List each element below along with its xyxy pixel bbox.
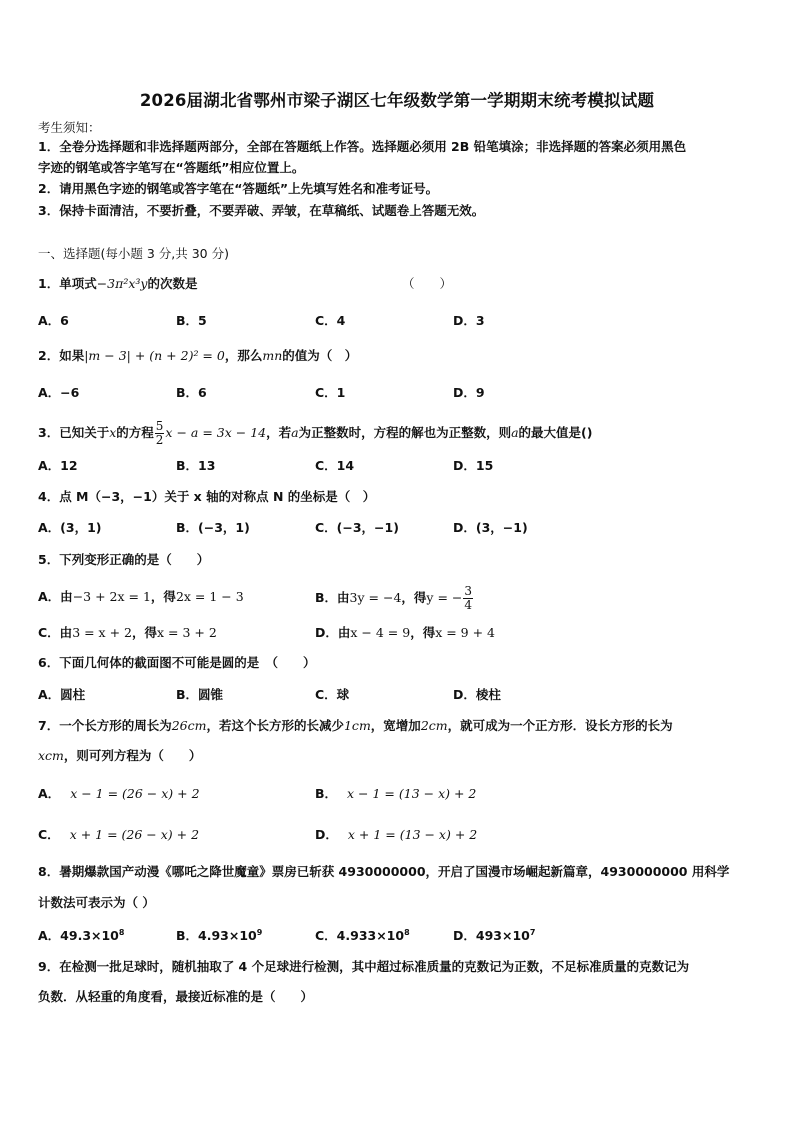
q5-a-expr2: 2x = 1 − 3 bbox=[175, 589, 244, 604]
q5-d-expr1: x − 4 = 9 bbox=[350, 625, 411, 640]
q5-c-prefix: C．由 bbox=[38, 625, 73, 640]
q8-d-text: D．493×10 bbox=[453, 928, 530, 943]
q3-frac-num: 5 bbox=[155, 419, 164, 433]
q1-option-d[interactable]: D．3 bbox=[453, 313, 485, 328]
q7-option-a[interactable] bbox=[38, 786, 200, 802]
q7-text-2: ，若这个长方形的长减少 bbox=[206, 718, 344, 733]
q2-option-d[interactable]: D．9 bbox=[453, 385, 485, 400]
q2-suffix: 的值为（ ） bbox=[282, 348, 358, 363]
q6-option-b[interactable]: B．圆锥 bbox=[176, 687, 224, 702]
q8-d-exponent: 7 bbox=[529, 927, 536, 937]
q1-answer-paren: （ ） bbox=[402, 276, 453, 291]
q1-option-b[interactable]: B．5 bbox=[176, 313, 207, 328]
q8-option-a[interactable] bbox=[38, 928, 124, 944]
q3-expression: x − a = 3x − 14 bbox=[165, 425, 267, 440]
q6-option-c[interactable]: C．球 bbox=[315, 687, 350, 702]
q4-option-a[interactable]: A．(3，1) bbox=[38, 520, 102, 535]
q2-mid: ，那么 bbox=[224, 348, 263, 363]
notice-line-1a: 1．全卷分选择题和非选择题两部分，全部在答题纸上作答。选择题必须用 2B 铅笔填涂；非选择题的答案必须用黑色 bbox=[38, 139, 687, 154]
q1-prefix: 1．单项式 bbox=[38, 276, 97, 291]
q3-mid2: ，若 bbox=[266, 425, 292, 440]
q7-text-5: ，则可列方程为（ ） bbox=[63, 748, 202, 763]
q5-c-expr1: 3 = x + 2 bbox=[72, 625, 132, 640]
q3-frac-den: 2 bbox=[155, 433, 164, 447]
question-3-stem bbox=[38, 420, 592, 447]
q5-b-prefix: B．由 bbox=[315, 590, 350, 605]
q7-text-3: ，宽增加 bbox=[370, 718, 421, 733]
q5-a-expr1: −3 + 2x = 1 bbox=[72, 589, 151, 604]
q4-option-b[interactable]: B．(−3，1) bbox=[176, 520, 250, 535]
q5-b-fraction bbox=[463, 585, 473, 612]
q7-value-perimeter: 26cm bbox=[171, 718, 207, 733]
q7-a-label: A． bbox=[38, 786, 61, 801]
q7-b-expr: x − 1 = (13 − x) + 2 bbox=[347, 786, 477, 801]
q7-option-c[interactable] bbox=[38, 827, 199, 843]
q8-a-text: A．49.3×10 bbox=[38, 928, 119, 943]
q4-option-d[interactable]: D．(3，−1) bbox=[453, 520, 528, 535]
q5-option-b[interactable] bbox=[315, 580, 474, 616]
q7-text-1: 7．一个长方形的周长为 bbox=[38, 718, 172, 733]
q7-option-b[interactable] bbox=[315, 786, 476, 802]
question-4-stem: 4．点 M（−3，−1）关于 x 轴的对称点 N 的坐标是（ ） bbox=[38, 489, 376, 504]
question-9-stem-line1: 9．在检测一批足球时，随机抽取了 4 个足球进行检测，其中超过标准质量的克数记为正数，不足标准质量的克数记为 bbox=[38, 959, 690, 974]
q7-value-length: xcm bbox=[38, 748, 64, 763]
q3-mid3: 为正整数时，方程的解也为正整数，则 bbox=[298, 425, 512, 440]
question-6-stem: 6．下面几何体的截面图不可能是圆的是 （ ） bbox=[38, 655, 316, 670]
notice-line-3: 3．保持卡面清洁，不要折叠，不要弄破、弄皱，在草稿纸、试题卷上答题无效。 bbox=[38, 203, 485, 218]
q1-suffix: 的次数是 bbox=[147, 276, 198, 291]
question-2-stem bbox=[38, 348, 357, 364]
q5-option-d[interactable] bbox=[315, 625, 495, 641]
q3-option-a[interactable]: A．12 bbox=[38, 458, 78, 473]
q2-option-c[interactable]: C．1 bbox=[315, 385, 346, 400]
q7-option-d[interactable] bbox=[315, 827, 477, 843]
question-8-stem-line1: 8．暑期爆款国产动漫《哪吒之降世魔童》票房已斩获 4930000000，开启了国漫市场崛起新篇章，4930000000 用科学 bbox=[38, 864, 730, 879]
q5-b-expr1: 3y = −4 bbox=[349, 590, 402, 605]
question-1-stem bbox=[38, 276, 198, 292]
q5-b-mid: ，得 bbox=[401, 590, 427, 605]
question-7-stem-line2 bbox=[38, 748, 201, 764]
q1-option-c[interactable]: C．4 bbox=[315, 313, 346, 328]
q6-option-d[interactable]: D．棱柱 bbox=[453, 687, 501, 702]
q5-d-prefix: D．由 bbox=[315, 625, 351, 640]
q3-option-d[interactable]: D．15 bbox=[453, 458, 494, 473]
q4-option-c[interactable]: C．(−3，−1) bbox=[315, 520, 399, 535]
q7-c-expr: x + 1 = (26 − x) + 2 bbox=[69, 827, 200, 842]
q3-option-c[interactable]: C．14 bbox=[315, 458, 355, 473]
q5-b-frac-num: 3 bbox=[464, 584, 473, 598]
q5-d-expr2: x = 9 + 4 bbox=[435, 625, 495, 640]
q3-prefix: 3．已知关于 bbox=[38, 425, 110, 440]
q8-a-exponent: 8 bbox=[118, 927, 125, 937]
q2-prefix: 2．如果 bbox=[38, 348, 85, 363]
notice-heading: 考生须知： bbox=[38, 120, 101, 135]
q8-b-exponent: 9 bbox=[256, 927, 263, 937]
q1-option-a[interactable]: A．6 bbox=[38, 313, 69, 328]
section-heading: 一、选择题(每小题 3 分,共 30 分) bbox=[38, 246, 229, 261]
exam-title: 2026届湖北省鄂州市梁子湖区七年级数学第一学期期末统考模拟试题 bbox=[139, 91, 655, 110]
q3-mid1: 的方程 bbox=[116, 425, 154, 440]
q7-d-expr: x + 1 = (13 − x) + 2 bbox=[347, 827, 478, 842]
q5-c-expr2: x = 3 + 2 bbox=[157, 625, 217, 640]
q5-a-prefix: A．由 bbox=[38, 589, 73, 604]
question-9-stem-line2: 负数．从轻重的角度看，最接近标准的是（ ） bbox=[38, 989, 314, 1004]
q7-d-label: D． bbox=[315, 827, 338, 842]
q2-mn: mn bbox=[262, 348, 283, 363]
q5-option-a[interactable] bbox=[38, 589, 244, 605]
q6-option-a[interactable]: A．圆柱 bbox=[38, 687, 86, 702]
q7-text-4: ，就可成为一个正方形．设长方形的长为 bbox=[447, 718, 673, 733]
q7-a-expr: x − 1 = (26 − x) + 2 bbox=[70, 786, 200, 801]
q7-b-label: B． bbox=[315, 786, 338, 801]
q8-b-text: B．4.93×10 bbox=[176, 928, 257, 943]
q7-value-increase: 2cm bbox=[420, 718, 448, 733]
question-5-stem: 5．下列变形正确的是（ ） bbox=[38, 552, 210, 567]
q1-expression: −3π²x³y bbox=[96, 276, 148, 291]
q8-option-d[interactable] bbox=[453, 928, 535, 944]
q3-a1: a bbox=[291, 425, 299, 440]
q5-a-mid: ，得 bbox=[150, 589, 176, 604]
q3-x: x bbox=[109, 425, 117, 440]
q5-c-mid: ，得 bbox=[131, 625, 157, 640]
q8-option-c[interactable] bbox=[315, 928, 410, 944]
q2-expression: |m − 3| + (n + 2)² = 0 bbox=[84, 348, 225, 363]
q8-c-text: C．4.933×10 bbox=[315, 928, 405, 943]
q2-option-a[interactable]: A．−6 bbox=[38, 385, 80, 400]
q3-suffix: 的最大值是() bbox=[518, 425, 593, 440]
q2-option-b[interactable]: B．6 bbox=[176, 385, 207, 400]
q3-option-b[interactable]: B．13 bbox=[176, 458, 216, 473]
notice-line-2: 2．请用黑色字迹的钢笔或答字笔在“答题纸”上先填写姓名和准考证号。 bbox=[38, 181, 439, 196]
q5-b-frac-den: 4 bbox=[464, 598, 473, 612]
q8-c-exponent: 8 bbox=[404, 927, 410, 937]
q5-b-expr2: y = − bbox=[426, 590, 463, 605]
question-7-stem-line1 bbox=[38, 718, 673, 734]
q7-value-decrease: 1cm bbox=[343, 718, 371, 733]
q3-a2: a bbox=[511, 425, 519, 440]
q8-option-b[interactable] bbox=[176, 928, 262, 944]
question-8-stem-line2: 计数法可表示为（ ） bbox=[38, 895, 155, 910]
q5-option-c[interactable] bbox=[38, 625, 217, 641]
q3-fraction bbox=[155, 420, 165, 447]
q7-c-label: C． bbox=[38, 827, 60, 842]
notice-line-1b: 字迹的钢笔或答字笔写在“答题纸”相应位置上。 bbox=[38, 160, 305, 175]
q5-d-mid: ，得 bbox=[410, 625, 436, 640]
